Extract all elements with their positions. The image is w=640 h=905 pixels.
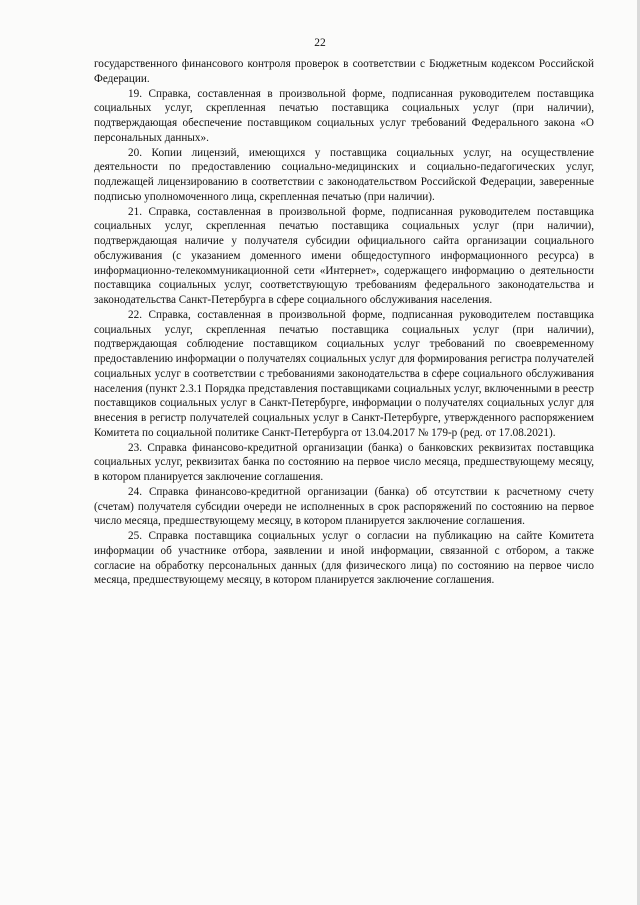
paragraph-item-23: 23. Справка финансово-кредитной организации (банка) о банковских реквизитах поставщика социальных услуг, реквизитах банка по состоянию на первое число месяца, предшествующему месяцу, в котором планируется заключение соглашения. (94, 441, 594, 483)
paragraph-item-25: 25. Справка поставщика социальных услуг о согласии на публикацию на сайте Комитета информации об участнике отбора, заявлении и иной информации, связанной с отбором, а также согласие на обработку персональных данных (для физического лица) по состоянию на первое число месяца, предшествующему месяцу, в котором планируется заключение соглашения. (94, 530, 594, 587)
paragraph-item-24: 24. Справка финансово-кредитной организации (банка) об отсутствии к расчетному счету (счетам) получателя субсидии очереди не исполненных в срок распоряжений по состоянию на первое число месяца, предшествующему месяцу, в котором планируется заключение соглашения. (94, 485, 594, 528)
paragraph-item-22: 22. Справка, составленная в произвольной форме, подписанная руководителем поставщика социальных услуг, скрепленная печатью поставщика социальных услуг (при наличии), подтверждающая соблюдение поставщиком социальных услуг требований по своевременному предоставлению информации о получателях социальных услуг для формирования регистра получателей социальных услуг в соответствии с требованиями законодательства в сфере социального обслуживания населения (пункт 2.3.1 Порядка представления поставщиками социальных услуг, включенными в реестр поставщиков социальных услуг в Санкт-Петербурге, информации о получателях социальных услуг для внесения в регистр получателей социальных услуг в Санкт-Петербурге, утвержденного распоряжением Комитета по социальной политике Санкт-Петербурга от 13.04.2017 № 179-р (ред. от 17.08.2021). (94, 308, 594, 439)
page-number: 22 (314, 37, 326, 49)
document-body (94, 57, 594, 588)
paragraph-continuation: государственного финансового контроля проверок в соответствии с Бюджетным кодексом Российской Федерации. (94, 58, 594, 85)
paragraph-item-19: 19. Справка, составленная в произвольной форме, подписанная руководителем поставщика социальных услуг, скрепленная печатью поставщика социальных услуг (при наличии), подтверждающая обеспечение поставщиком социальных услуг требований Федерального закона «О персональных данных». (94, 87, 594, 144)
paragraph-item-21: 21. Справка, составленная в произвольной форме, подписанная руководителем поставщика социальных услуг, скрепленная печатью поставщика социальных услуг (при наличии), подтверждающая наличие у получателя субсидии официального сайта организации социального обслуживания (с указанием доменного имени общедоступного информационного ресурса) в информационно-телекоммуникационной сети «Интернет», содержащего информацию о деятельности поставщика социальных услуг, соответствующую требованиям федерального законодательства и законодательства Санкт-Петербурга в сфере социального обслуживания населения. (94, 205, 594, 306)
paragraph-item-20: 20. Копии лицензий, имеющихся у поставщика социальных услуг, на осуществление деятельности по предоставлению социально-медицинских и социально-педагогических услуг, подлежащей лицензированию в соответствии с законодательством Российской Федерации, заверенные подписью уполномоченного лица, скрепленная печатью (при наличии). (94, 146, 594, 203)
